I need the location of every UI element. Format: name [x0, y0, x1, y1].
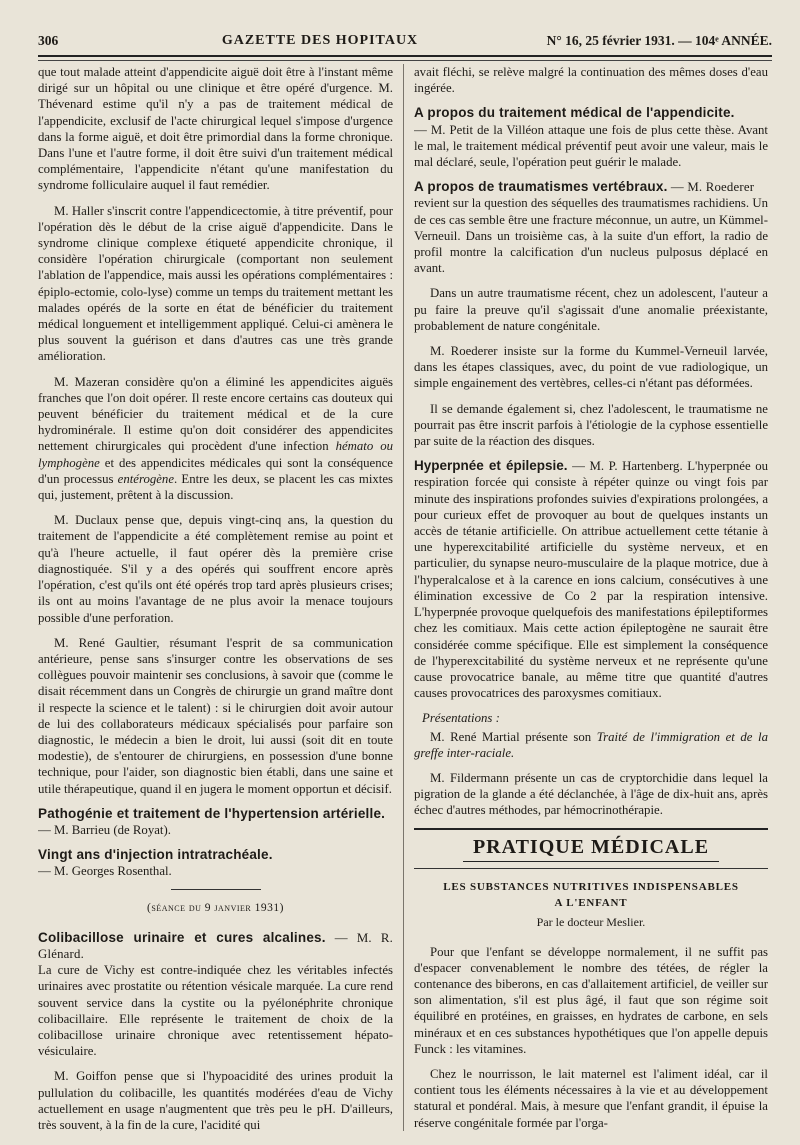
text-run: M. René Martial présente son [430, 729, 597, 744]
paragraph: Dans un autre traumatisme récent, chez un adolescent, l'auteur a pu faire la preuve qu'il s'agissait d'une anomalie préexistante, probablement de nature congénitale. [414, 286, 768, 333]
italic-text: Traité de l'immigration et de la greffe inter-raciale. [414, 729, 768, 760]
paragraph: M. Duclaux pense que, depuis vingt-cinq ans, la question du traitement de l'appendicite a été complètement remise au point et qu'à l'heure actuelle, il faut opérer dès la première crise diagnostiquée. S'il y a des opérés qui souffrent encore après l'opération, c'est qu'ils ont été opérés trop tard après plusieurs crises; ils ont au moins l'avantage de ne plus avoir la menace toujours possible d'une perforation. [38, 513, 393, 625]
article-title-line: A L'ENFANT [554, 896, 628, 909]
article-title-line: LES SUBSTANCES NUTRITIVES INDISPENSABLES [443, 880, 739, 893]
paragraph: M. Roederer insiste sur la forme du Kummel-Verneuil larvée, dans les étapes classiques, avec, du point de vue radiologique, un simple engainement des vertèbres, celles-ci n'étant pas déformées. [414, 344, 768, 391]
left-column [38, 64, 393, 1131]
paragraph: M. Goiffon pense que si l'hypoacidité des urines produit la pullulation du colibacille, les quantités modérées d'eau de Vichy actuellement en usage n'augmentent que très peu le pH. D'ailleurs, très souvent, à la fin de la cure, l'acidité qui [38, 1069, 393, 1131]
section-banner [414, 828, 768, 869]
heading-text: A propos de traumatismes vertébraux. [414, 179, 668, 195]
page-number: 306 [38, 33, 59, 48]
section-heading: A propos du traitement médical de l'appendicite. [414, 105, 735, 121]
session-date: (séance du 9 janvier 1931) [147, 901, 284, 914]
heading-author: — M. Georges Rosenthal. [38, 864, 172, 879]
paragraph: M. Haller s'inscrit contre l'appendicectomie, à titre préventif, pour l'opération dès le début de la crise aiguë d'appendicite. Dans le syndrome clinique complexe étiqueté appendicite chronique, il considère l'opération chirurgicale (comportant non seulement l'ablation de l'appendice, mais aussi les opérations complémentaires : épiplo-ectomie, colo-lyse) comme un temps du traitement mettant les malades opérés de la sorte en état de bénéficier du traitement médical longuement et intelligemment appliqué. Celui-ci amènera le plus souvent la guérison et dans d'autres cas une très grande amélioration. [38, 203, 393, 364]
text-run: et des appendicites médicales qui sont la conséquence d'un processus [38, 455, 393, 486]
text-run: L'hyperpnée ou respiration forcée qui consiste à répéter quinze ou vingt fois par minute des inspirations profondes suivies d'expirations prolongées, a pour curieux effet de provoquer au bout de quelques instants un accès de tétanie artificielle. On attribue actuellement cette tétanie à une hyperexcitabilité artificielle du système nerveux, et en particulier, du synapse neuro-musculaire de la plaque motrice, due à l'hyperalcalose et à la carence en ions calcium, consécutives à une élimination excessive de Co 2 par la respiration intensive. L'hyperpnée provoque quelquefois des manifestations épileptiformes chez les comitiaux. Mais cette action épileptogène ne saurait être considérée comme spécifique. Elle est simplement la conséquence de l'hyperexcitabilité du système nerveux et ne représente qu'une cause provocatrice banale, au même titre que quantité d'autres causes provocatrices des paroxysmes comitiaux. [414, 459, 768, 701]
section-title: PRATIQUE MÉDICALE [463, 836, 719, 862]
paragraph: revient sur la question des séquelles des traumatismes rachidiens. Un de ces cas semble être une fracture méconnue, un autre, un Kümmel-Verneuil. Dans un troisième cas, à la suite d'un effort, la radio de profil montre la calcification d'un nucleus pulposus déplacé en avant. [414, 196, 768, 276]
paragraph: que tout malade atteint d'appendicite aiguë doit être à l'instant même dirigé sur un hôpital ou une clinique et être opéré d'urgence. M. Thévenard estime qu'il n'y a pas de traitement médical de l'appendicite, exclusif de l'acte chirurgical lequel s'impose d'urgence dans la forme aiguë, et doit être primordial dans la forme chronique. Dans l'une et l'autre forme, il doit être suivi d'un traitement médical complémentaire, l'appendicite n'étant qu'une manifestation du syndrome folliculaire auquel il faut remédier. [38, 65, 393, 193]
section-heading [414, 179, 768, 195]
section-heading: Vingt ans d'injection intratrachéale. [38, 847, 273, 863]
heading-author: — M. Barrieu (de Royat). [38, 822, 171, 837]
heading-author: — M. Roederer [667, 180, 755, 195]
paragraph: Il se demande également si, chez l'adolescent, le traumatisme ne pourrait pas être inscrit parfois à l'étiologie de la cyphose essentielle par suite de la réaction des disques. [414, 401, 768, 449]
italic-text: entérogène [117, 471, 175, 486]
paragraph: M. René Gaultier, résumant l'esprit de sa communication antérieure, pense sans s'insurger contre les observations de ses collègues pouvoir maintenir ses conclusions, à savoir que (comme le disait récemment dans un Congrès de chirurgie un grand maître dont il respecte la science et le talent) : si le chirurgien doit avoir autour de lui des collaborateurs médicaux spécialisés pour parfaire son diagnostic, le médecin a bien le droit, lui aussi (soit dit en toute modestie), de s'entourer de chirurgiens, en possession d'une bonne technique, pour l'aider, son diagnostic bien établi, dans une saine et utile thérapeutique, quand il en jugera le moment opportun et décisif. [38, 635, 393, 796]
paragraph: M. Fildermann présente un cas de cryptorchidie dans lequel la pigration de la glande a été déclanchée, à l'âge de dix-huit ans, après échec d'autres méthodes, par hémocrinothérapie. [414, 770, 768, 818]
paragraph [414, 458, 768, 701]
section-heading [38, 930, 393, 962]
right-column [414, 64, 768, 1131]
paragraph: La cure de Vichy est contre-indiquée chez les véritables infectés urinaires avec prostatite ou rétention vésicale marquée. La cure rend souvent service dans la cystite ou la pyélonéphrite chronique colibacillaire. Elle représente le traitement de choix de la colibacillose urinaire chronique avec retentissement hépato-vésiculaire. [38, 963, 393, 1059]
italic-text: hémato ou lymphogène [38, 439, 393, 470]
paragraph: Pour que l'enfant se développe normalement, il ne suffit pas d'espacer convenablement le nombre des tétées, de régler la contenance des biberons, en cas d'allaitement artificiel, de veiller sur son alimentation, s'il est plus âgé, il faut que son régime soit équilibré en protéines, en graisses, en hydrates de carbone, en sels minéraux et en ces substances hypothétiques que l'on appelle depuis Funck : les vitamines. [414, 944, 768, 1056]
issue-info: N° 16, 25 février 1931. — 104ᵉ ANNÉE. [546, 33, 772, 48]
article-title [414, 879, 768, 911]
heading-author: — M. R. Glénard. [38, 930, 393, 961]
running-header [38, 30, 772, 52]
text-run: Avant le mal, le traitement médical préventif peut avoir une valeur, mais le mal déclaré, seule, l'opération peut guérir le malade. [414, 122, 768, 170]
journal-title: GAZETTE DES HOPITAUX [221, 33, 419, 48]
column-divider [403, 64, 404, 1131]
article-author: Par le docteur Meslier. [536, 914, 646, 929]
header-rule [38, 55, 772, 61]
heading-author: — M. P. Hartenberg. [567, 459, 683, 474]
paragraph [414, 729, 768, 761]
paragraph: avait fléchi, se relève malgré la continuation des mêmes doses d'eau ingérée. [414, 65, 768, 96]
section-heading: Pathogénie et traitement de l'hypertension artérielle. [38, 805, 386, 821]
paragraph [414, 122, 768, 171]
separator-rule [171, 889, 261, 890]
paragraph: Chez le nourrisson, le lait maternel est l'aliment idéal, car il contient tous les éléments nécessaires à la vie et au développement statural et pondéral. Mais, à mesure que l'enfant grandit, il épuise la réserve congénitale formée par l'orga- [414, 1066, 768, 1130]
paragraph [38, 374, 393, 504]
text-run: . Entre les deux, se placent les cas mixtes qui, justement, prêtent à la discussion. [38, 471, 393, 503]
heading-text: Hyperpnée et épilepsie. [414, 458, 568, 474]
heading-text: Colibacillose urinaire et cures alcalines. [38, 929, 326, 945]
heading-author: — M. Petit de la Villéon attaque une fois de plus cette thèse. [414, 122, 735, 137]
presentations-label: Présentations : [422, 711, 500, 726]
text-run: M. Mazeran considère qu'on a éliminé les appendicites aiguës franches que l'on doit opérer. Il reste encore certains cas douteux qui peuvent bénéficier du traitement médical et de la cure hydrominérale. Il estime qu'on doit considérer des appendicites nettement chirurgicales qui procèdent d'une infection [38, 374, 393, 454]
